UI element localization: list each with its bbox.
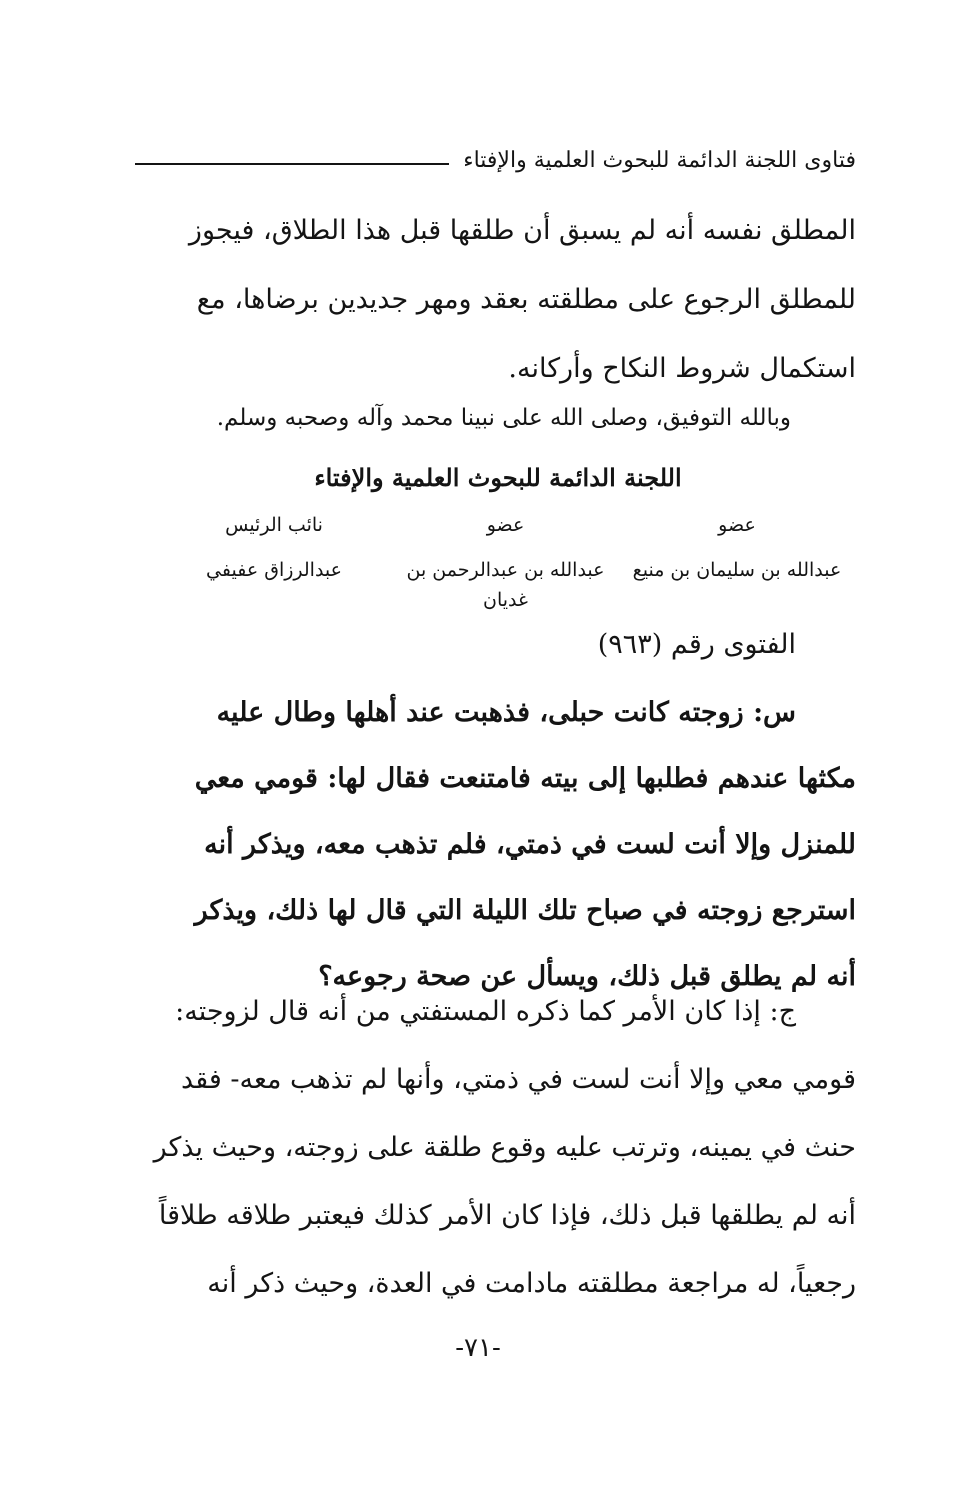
closing-prayer: وبالله التوفيق، وصلى الله على نبينا محمد وآله وصحبه وسلم. [216,405,791,431]
text-line: مكثها عندهم فطلبها إلى بيته فامتنعت فقال لها: قومي معي [194,763,856,794]
committee-name: اللجنة الدائمة للبحوث العلمية والإفتاء [314,463,682,492]
text-line: رجعياً، له مراجعة مطلقته مادامت في العدة، وحيث ذكر أنه [207,1268,856,1299]
text-line: استرجع زوجته في صباح تلك الليلة التي قال لها ذلك، ويذكر [194,895,856,926]
question-paragraph [140,680,856,1010]
header-rule [135,163,449,165]
signatory-role: نائب الرئيس [225,514,323,536]
text-line: حنث في يمينه، وترتب عليه وقوع طلقة على زوجته، وحيث يذكر [153,1132,856,1163]
page-number: -٧١- [455,1333,501,1363]
text-line: س: زوجته كانت حبلى، فذهبت عند أهلها وطال عليه [216,697,796,728]
text-line: قومي معي وإلا أنت لست في ذمتي، وأنها لم تذهب معه- فقد [181,1064,856,1095]
paragraph-continuation [140,196,856,403]
text-line: أنه لم يطلقها قبل ذلك، فإذا كان الأمر كذلك فيعتبر طلاقه طلاقاً [158,1200,856,1231]
fatwa-number: الفتوى رقم (٩٦٣) [597,629,796,660]
signatory-name: عبدالرزاق عفيفي [206,559,342,581]
text-line: للمطلق الرجوع على مطلقته بعقد ومهر جديدين برضاها، مع [196,284,856,315]
signatory-name: عبدالله بن سليمان بن منيع [632,559,842,581]
signatory-names [160,555,851,615]
answer-paragraph [140,978,856,1318]
text-line: أنه لم يطلق قبل ذلك، ويسأل عن صحة رجوعه؟ [318,961,856,992]
text-line: للمنزل وإلا أنت لست في ذمتي، فلم تذهب معه، ويذكر أنه [204,829,856,860]
running-header [135,140,856,180]
signatory-name: عبدالله بن عبدالرحمن بن غديان [406,559,605,611]
text-line: استكمال شروط النكاح وأركانه. [508,353,856,384]
text-line: ج: إذا كان الأمر كما ذكره المستفتي من أنه قال لزوجته: [175,996,796,1027]
signatory-roles [160,510,851,540]
header-title: فتاوى اللجنة الدائمة للبحوث العلمية والإفتاء [463,147,856,173]
signatory-role: عضو [486,514,525,536]
signatory-role: عضو [718,514,756,536]
text-line: المطلق نفسه أنه لم يسبق أن طلقها قبل هذا الطلاق، فيجوز [188,215,856,246]
